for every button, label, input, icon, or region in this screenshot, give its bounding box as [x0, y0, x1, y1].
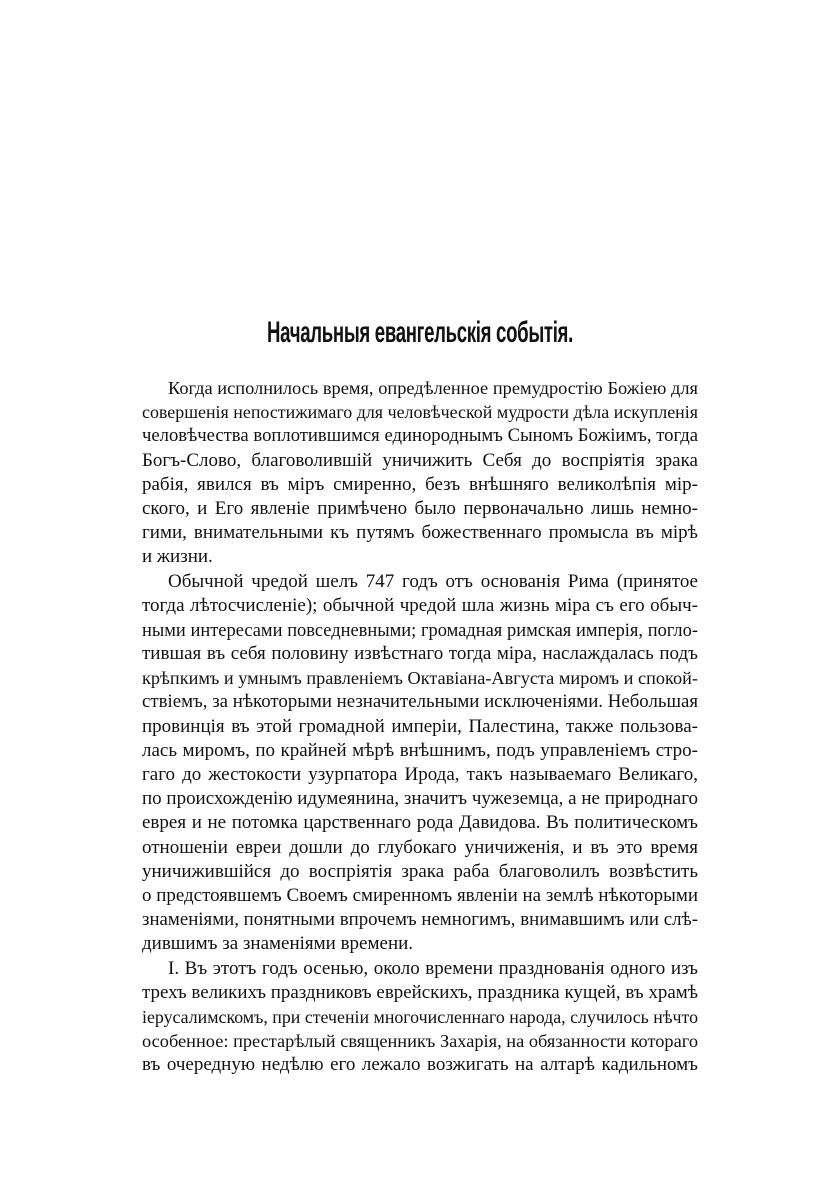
- text-line: тившая въ себя половину извѣстнаго тогда міра, наслаждалась подъ: [142, 643, 698, 665]
- text-line: Обычной чредой шелъ 747 годъ отъ основанія Рима (принятое: [168, 570, 698, 592]
- text-line: о предстоявшемъ Своемъ смиренномъ явленіи на землѣ нѣкоторыми: [142, 884, 698, 906]
- paragraph: [142, 957, 698, 1078]
- text-line: рабія, явился въ міръ смиренно, безъ внѣшняго великолѣпія мір-: [142, 473, 698, 495]
- text-line: крѣпкимъ и умнымъ правленіемъ Октавіана-Августа миромъ и спокой-: [142, 668, 698, 689]
- text-line: дившимъ за знаменіями времени.: [142, 933, 414, 955]
- text-line: гими, внимательными къ путямъ божественнаго промысла въ мірѣ: [142, 522, 698, 544]
- paragraph: [142, 570, 698, 957]
- text-line: іерусалимскомъ, при стеченіи многочисленнаго народа, случилось нѣчто: [142, 1006, 698, 1027]
- text-line: ского, и Его явленіе примѣчено было первоначально лишь немно-: [142, 497, 698, 519]
- text-line: въ очередную недѣлю его лежало возжигать на алтарѣ кадильномъ: [142, 1054, 698, 1076]
- text-line: и жизни.: [142, 546, 213, 568]
- paragraph: [142, 376, 698, 570]
- text-line: лась миромъ, по крайней мѣрѣ внѣшнимъ, подъ управленіемъ стро-: [142, 739, 698, 761]
- text-line: I. Въ этотъ годъ осенью, около времени празднованія одного изъ: [168, 957, 698, 979]
- text-line: еврея и не потомка царственнаго рода Давидова. Въ политическомъ: [142, 812, 698, 834]
- text-line: Когда исполнилось время, опредѣленное премудростію Божіею для: [168, 378, 698, 398]
- text-line: гаго до жестокости узурпатора Ирода, такъ называемаго Великаго,: [142, 764, 698, 785]
- text-line: отношеніи евреи дошли до глубокаго уничиженія, и въ это время: [142, 836, 698, 858]
- text-line: ными интересами повседневными; громадная римская имперія, погло-: [142, 619, 698, 640]
- text-body: [142, 376, 698, 1077]
- text-line: тогда лѣтосчисленіе); обычной чредой шла жизнь міра съ его обыч-: [142, 594, 698, 616]
- text-line: Богъ-Слово, благоволившій уничижить Себя до воспріятія зрака: [142, 449, 698, 471]
- text-line: знаменіями, понятными впрочемъ немногимъ, внимавшимъ или слѣ-: [142, 909, 699, 931]
- text-line: провинція въ этой громадной имперіи, Палестина, также пользова-: [142, 715, 698, 737]
- text-line: особенное: престарѣлый священникъ Захарія, на обязанности котораго: [142, 1031, 698, 1052]
- text-line: по происхожденію идумеянина, значитъ чужеземца, а не природнаго: [142, 788, 698, 810]
- text-line: человѣчества воплотившимся единороднымъ Сыномъ Божіимъ, тогда: [142, 425, 698, 447]
- text-line: ствіемъ, за нѣкоторыми незначительными исключеніями. Небольшая: [142, 691, 698, 713]
- text-line: совершенія непостижимаго для человѣческой мудрости дѣла искупленія: [142, 402, 698, 423]
- text-line: трехъ великихъ праздниковъ еврейскихъ, праздника кущей, въ храмѣ: [142, 981, 698, 1003]
- text-line: уничижившійся до воспріятія зрака раба благоволилъ возвѣстить: [142, 860, 698, 882]
- chapter-title: Начальныя евангельскія событія.: [267, 316, 573, 349]
